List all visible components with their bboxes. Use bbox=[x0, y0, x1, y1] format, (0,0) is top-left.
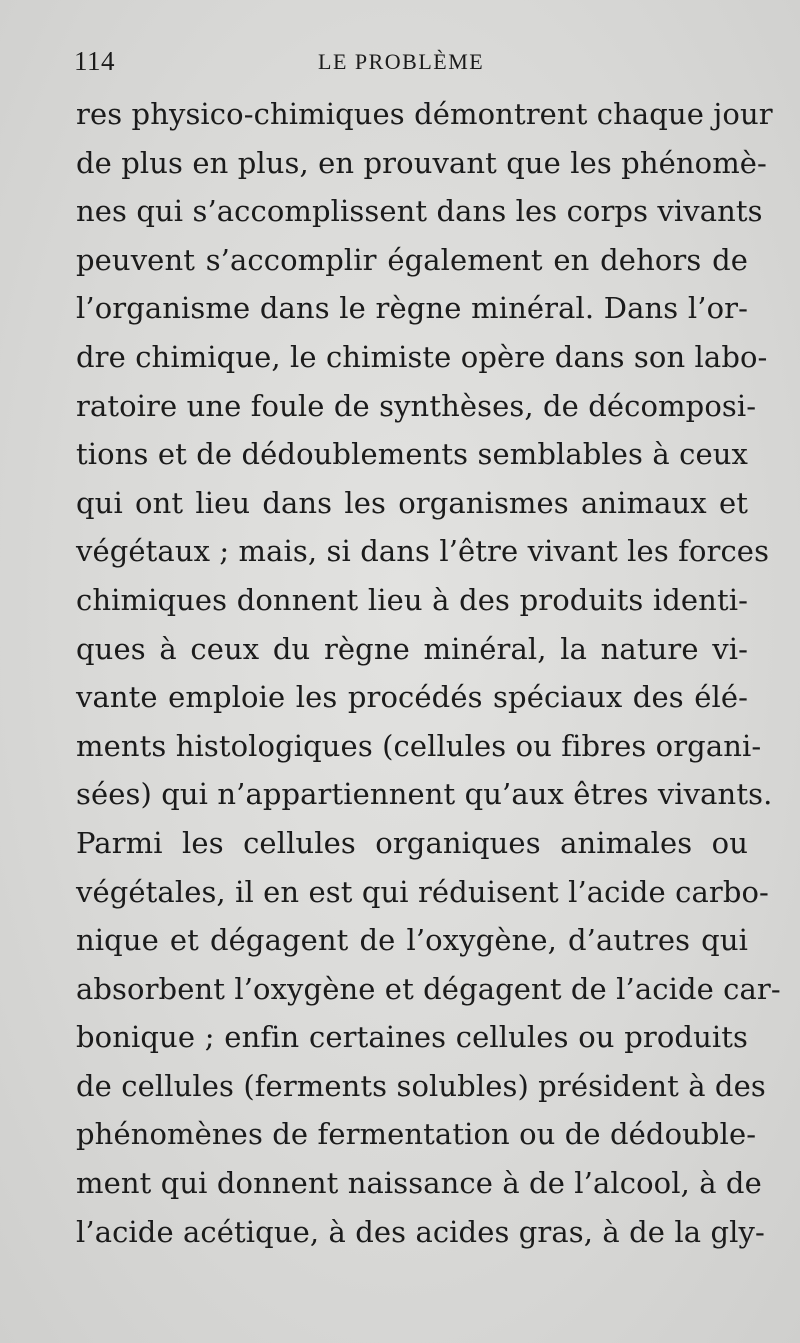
text-line: l’acide acétique, à des acides gras, à de la gly- bbox=[76, 1214, 765, 1249]
body-text bbox=[76, 90, 781, 1256]
text-line: ratoire une foule de synthèses, de décomposi- bbox=[76, 388, 757, 423]
text-line: ments histologiques (cellules ou fibres organi- bbox=[76, 728, 762, 763]
text-line: sées) qui n’appartiennent qu’aux êtres vivants. bbox=[76, 777, 773, 812]
page-header bbox=[74, 46, 740, 86]
text-line: de plus en plus, en prouvant que les phénomè- bbox=[76, 145, 767, 180]
text-line: végétaux ; mais, si dans l’être vivant les forces bbox=[76, 534, 770, 569]
text-line: ment qui donnent naissance à de l’alcool, à de bbox=[76, 1166, 762, 1201]
text-line: peuvent s’accomplir également en dehors de bbox=[76, 242, 748, 277]
text-line: ques à ceux du règne minéral, la nature vi- bbox=[76, 631, 748, 666]
text-line: Parmi les cellules organiques animales ou bbox=[76, 825, 748, 860]
text-line: nes qui s’accomplissent dans les corps vivants bbox=[76, 194, 763, 229]
text-line: végétales, il en est qui réduisent l’acide carbo- bbox=[76, 874, 769, 909]
page-number: 114 bbox=[74, 46, 115, 76]
running-head: LE PROBLÈME bbox=[318, 49, 485, 74]
text-line: de cellules (ferments solubles) président à des bbox=[76, 1068, 766, 1103]
text-line: dre chimique, le chimiste opère dans son labo- bbox=[76, 339, 768, 374]
text-line: bonique ; enfin certaines cellules ou produits bbox=[76, 1020, 748, 1055]
text-line: nique et dégagent de l’oxygène, d’autres qui bbox=[76, 923, 748, 958]
text-line: phénomènes de fermentation ou de dédouble- bbox=[76, 1117, 757, 1152]
text-line: l’organisme dans le règne minéral. Dans l’or- bbox=[76, 291, 748, 326]
text-line: tions et de dédoublements semblables à ceux bbox=[76, 437, 748, 472]
text-line: vante emploie les procédés spéciaux des élé- bbox=[76, 680, 748, 715]
text-line: chimiques donnent lieu à des produits identi- bbox=[76, 582, 748, 617]
text-line: res physico-chimiques démontrent chaque jour bbox=[76, 97, 773, 131]
text-line: absorbent l’oxygène et dégagent de l’acide car- bbox=[76, 971, 781, 1006]
text-line: qui ont lieu dans les organismes animaux et bbox=[76, 485, 748, 520]
